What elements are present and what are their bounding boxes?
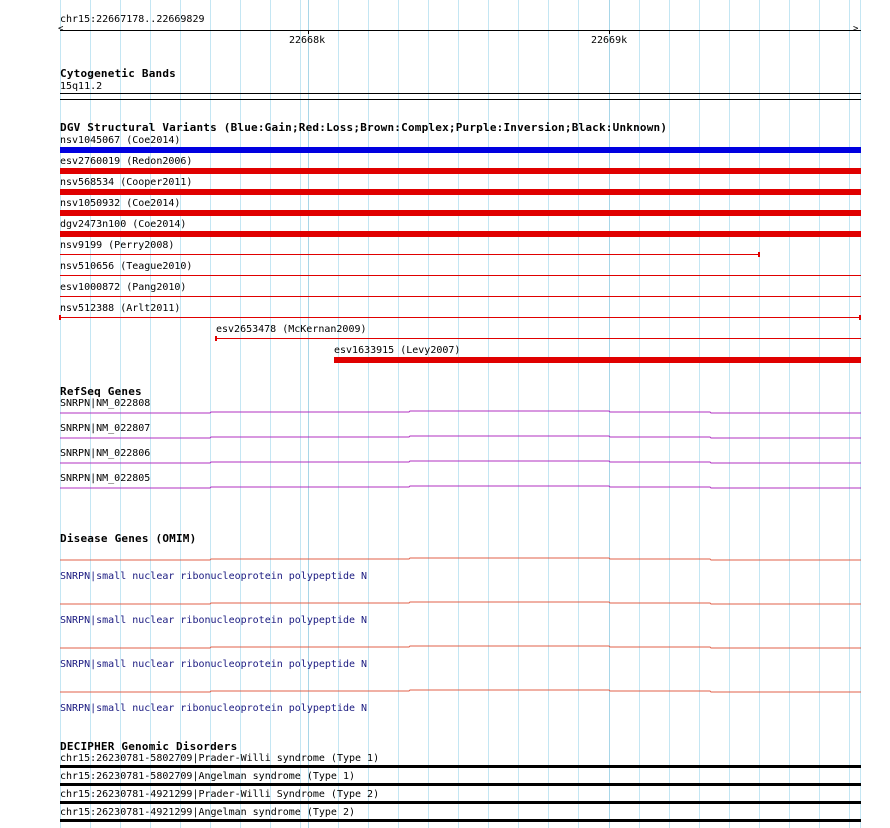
omim-gene-line <box>60 602 861 604</box>
cytoband-title: Cytogenetic Bands <box>60 67 176 80</box>
omim-gene-label[interactable]: SNRPN|small nuclear ribonucleoprotein polypeptide N <box>60 615 368 626</box>
variant-label[interactable]: nsv512388 (Arlt2011) <box>60 303 181 314</box>
refseq-title: RefSeq Genes <box>60 385 142 398</box>
variant-label[interactable]: esv2653478 (McKernan2009) <box>216 324 367 335</box>
variant-label[interactable]: esv1000872 (Pang2010) <box>60 282 187 293</box>
omim-gene-line <box>60 646 861 648</box>
variant-label[interactable]: esv2760019 (Redon2006) <box>60 156 193 167</box>
variant-label[interactable]: nsv1050932 (Coe2014) <box>60 198 181 209</box>
disorder-label[interactable]: chr15:26230781-4921299|Angelman syndrome (Type 2) <box>60 807 356 818</box>
gene-label[interactable]: SNRPN|NM_022808 <box>60 398 151 409</box>
gene-label[interactable]: SNRPN|NM_022806 <box>60 448 151 459</box>
gene-label[interactable]: SNRPN|NM_022807 <box>60 423 151 434</box>
ruler-tick-label: 22668k <box>289 35 326 46</box>
dgv-title: DGV Structural Variants (Blue:Gain;Red:Loss;Brown:Complex;Purple:Inversion;Black:Unknown) <box>60 121 668 134</box>
omim-gene-label[interactable]: SNRPN|small nuclear ribonucleoprotein polypeptide N <box>60 659 368 670</box>
disorder-bar[interactable] <box>60 783 861 786</box>
disorder-label[interactable]: chr15:26230781-5802709|Prader-Willi syndrome (Type 1) <box>60 753 380 764</box>
variant-label[interactable]: nsv9199 (Perry2008) <box>60 240 175 251</box>
omim-gene-label[interactable]: SNRPN|small nuclear ribonucleoprotein polypeptide N <box>60 703 368 714</box>
ruler-tick-label: 22669k <box>591 35 628 46</box>
variant-label[interactable]: dgv2473n100 (Coe2014) <box>60 219 187 230</box>
disorder-label[interactable]: chr15:26230781-4921299|Prader-Willi Syndrome (Type 2) <box>60 789 380 800</box>
cytoband-label[interactable]: 15q11.2 <box>60 81 103 92</box>
region-label: chr15:22667178..22669829 <box>60 14 205 25</box>
decipher-title: DECIPHER Genomic Disorders <box>60 740 238 753</box>
disorder-label[interactable]: chr15:26230781-5802709|Angelman syndrome (Type 1) <box>60 771 356 782</box>
variant-label[interactable]: nsv568534 (Cooper2011) <box>60 177 193 188</box>
omim-gene-label[interactable]: SNRPN|small nuclear ribonucleoprotein polypeptide N <box>60 571 368 582</box>
omim-title: Disease Genes (OMIM) <box>60 532 197 545</box>
variant-label[interactable]: esv1633915 (Levy2007) <box>334 345 461 356</box>
variant-label[interactable]: nsv1045067 (Coe2014) <box>60 135 181 146</box>
disorder-bar[interactable] <box>60 801 861 804</box>
omim-gene-line <box>60 558 861 560</box>
variant-label[interactable]: nsv510656 (Teague2010) <box>60 261 193 272</box>
ruler-arrow-right-icon: > <box>853 24 859 34</box>
disorder-bar[interactable] <box>60 765 861 768</box>
gene-label[interactable]: SNRPN|NM_022805 <box>60 473 151 484</box>
ruler-arrow-left-icon: < <box>58 24 64 34</box>
disorder-bar[interactable] <box>60 819 861 822</box>
omim-gene-line <box>60 690 861 692</box>
